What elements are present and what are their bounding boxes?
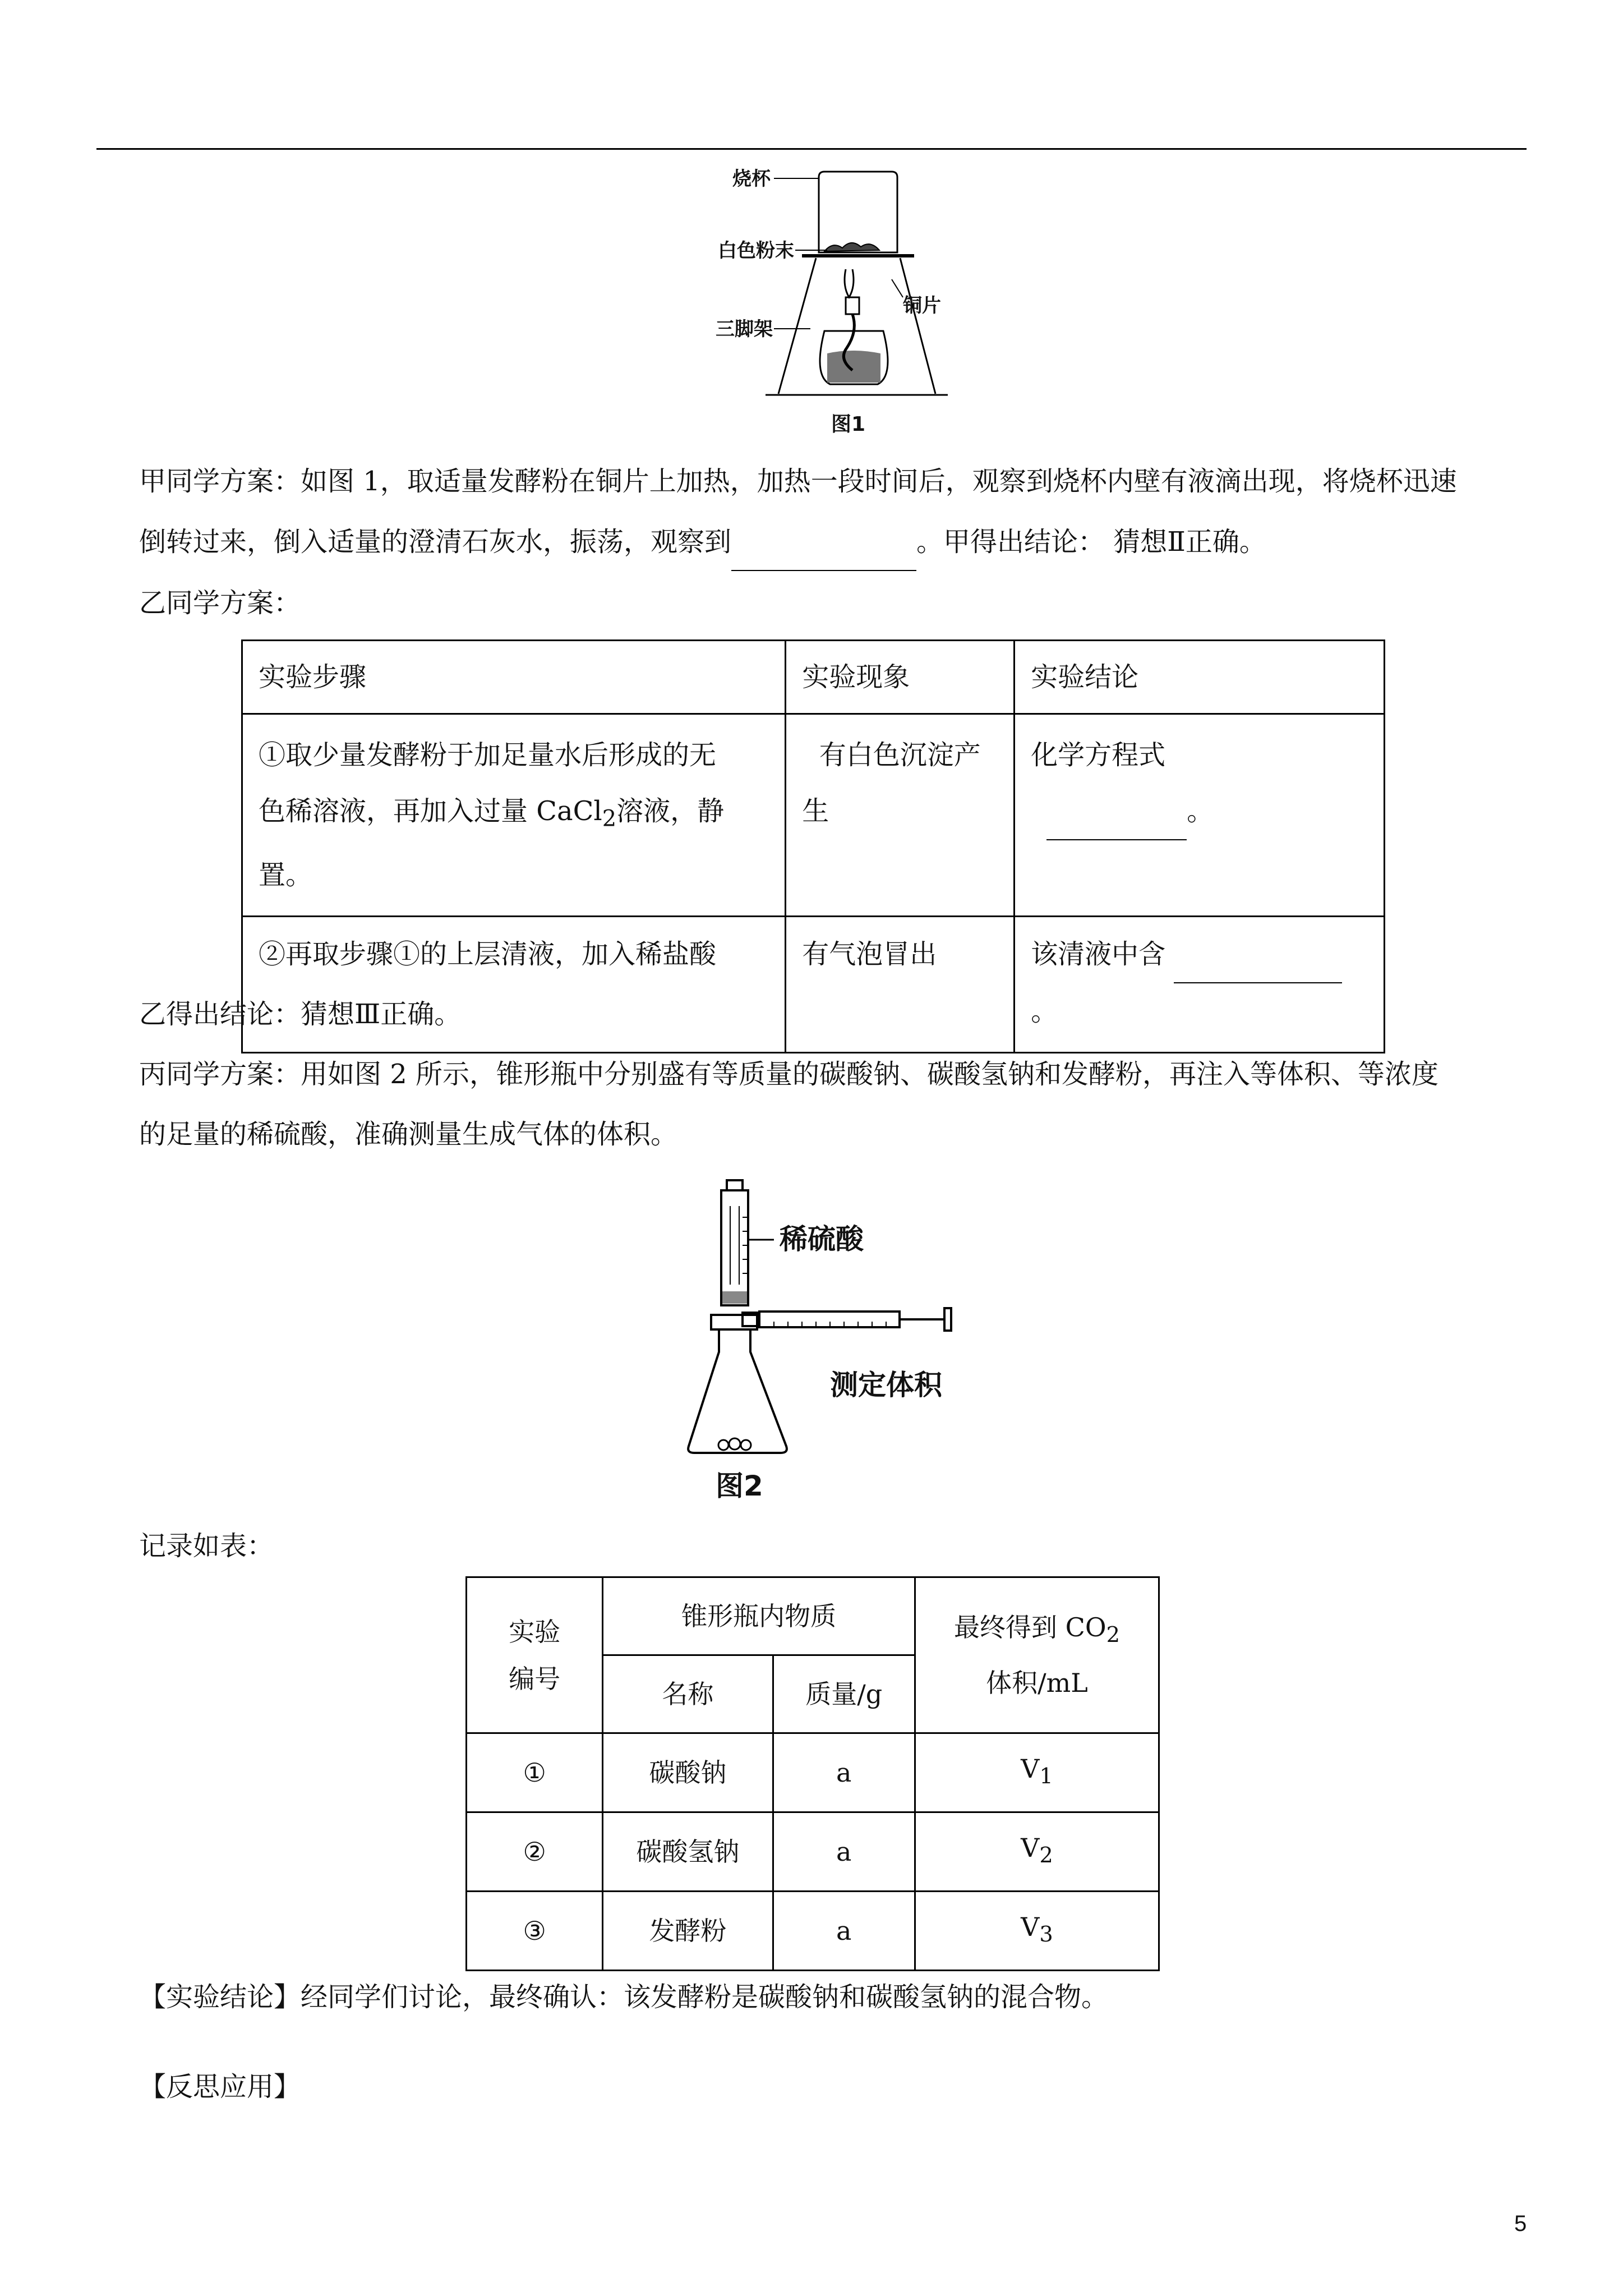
figure-1-caption: 图1 bbox=[831, 413, 866, 436]
substance-name-cell: 碳酸钠 bbox=[603, 1733, 773, 1812]
header-exp-id-line-a: 实验 bbox=[509, 1616, 561, 1647]
table-row bbox=[467, 1733, 1159, 1812]
header-volume bbox=[915, 1577, 1159, 1733]
exp-id-cell: ③ bbox=[467, 1892, 603, 1971]
conclusion-1-period: 。 bbox=[1187, 795, 1214, 827]
phenomenon-1-cell bbox=[786, 714, 1015, 917]
para-jia-line-2-a: 倒转过来，倒入适量的澄清石灰水，振荡，观察到 bbox=[139, 526, 732, 558]
phenomenon-1-line-b: 生 bbox=[802, 795, 829, 827]
table-row bbox=[467, 1892, 1159, 1971]
cacl2-subscript: 2 bbox=[602, 806, 617, 832]
copper-label: 铜片 bbox=[903, 295, 941, 317]
header-volume-line-a bbox=[921, 1604, 1152, 1659]
volume-symbol: V bbox=[1021, 1832, 1040, 1863]
step-1-cell bbox=[242, 714, 786, 917]
volume-cell bbox=[915, 1812, 1159, 1892]
step-1-line-b bbox=[259, 783, 769, 903]
table-row bbox=[242, 714, 1385, 917]
para-jia-line-2 bbox=[139, 514, 1530, 571]
para-reflect: 【反思应用】 bbox=[139, 2071, 301, 2102]
header-volume-text: 最终得到 CO bbox=[954, 1612, 1106, 1643]
answer-blank-equation[interactable] bbox=[1046, 783, 1187, 840]
acid-liquid bbox=[722, 1291, 747, 1304]
mass-cell: a bbox=[773, 1733, 915, 1812]
page-number: 5 bbox=[1514, 2211, 1527, 2236]
table-row bbox=[467, 1812, 1159, 1892]
results-table bbox=[465, 1576, 1160, 1971]
para-yi: 乙同学方案： bbox=[139, 587, 301, 619]
volume-symbol: V bbox=[1021, 1911, 1040, 1942]
figure-2 bbox=[684, 1172, 998, 1509]
tripod-label: 三脚架 bbox=[716, 318, 773, 341]
figure-2-caption: 图2 bbox=[716, 1470, 763, 1502]
conclusion-2-text: 该清液中含 bbox=[1031, 938, 1174, 970]
conclusion-1-cell bbox=[1015, 714, 1385, 917]
step-2-cell: ②再取步骤①的上层清液，加入稀盐酸 bbox=[242, 916, 786, 1052]
substance-name-cell: 碳酸氢钠 bbox=[603, 1812, 773, 1892]
header-exp-id-line-b: 编号 bbox=[509, 1663, 561, 1694]
header-substance: 锥形瓶内物质 bbox=[603, 1577, 915, 1655]
beaker-label: 烧杯 bbox=[732, 168, 771, 190]
volume-subscript: 2 bbox=[1039, 1843, 1053, 1869]
para-record: 记录如表： bbox=[139, 1530, 274, 1562]
table-header-row bbox=[242, 641, 1385, 714]
header-rule bbox=[96, 148, 1527, 150]
header-phenomenon: 实验现象 bbox=[786, 641, 1015, 714]
volume-cell bbox=[915, 1733, 1159, 1812]
acid-label: 稀硫酸 bbox=[780, 1223, 864, 1255]
phenomenon-1-line-a: 有白色沉淀产 bbox=[802, 739, 981, 771]
mass-cell: a bbox=[773, 1812, 915, 1892]
para-yi-conclusion: 乙得出结论：猜想Ⅲ正确。 bbox=[139, 999, 462, 1030]
para-conclusion: 【实验结论】经同学们讨论，最终确认：该发酵粉是碳酸钠和碳酸氢钠的混合物。 bbox=[139, 1981, 1109, 2013]
volume-cell bbox=[915, 1892, 1159, 1971]
burner-drawing bbox=[820, 269, 888, 384]
dropping-funnel-drawing bbox=[721, 1180, 748, 1305]
conclusion-1-line-a: 化学方程式 bbox=[1031, 739, 1166, 771]
table-header-row bbox=[467, 1577, 1159, 1655]
mass-cell: a bbox=[773, 1892, 915, 1971]
conclusion-2-period: 。 bbox=[1031, 995, 1058, 1027]
para-bing-line-1: 丙同学方案：用如图 2 所示，锥形瓶中分别盛有等质量的碳酸钠、碳酸氢钠和发酵粉，再注入等体积、等浓度 bbox=[139, 1059, 1439, 1090]
powder-label: 白色粉末 bbox=[718, 240, 794, 262]
volume-subscript: 1 bbox=[1039, 1764, 1053, 1789]
header-step: 实验步骤 bbox=[242, 641, 786, 714]
exp-id-cell: ① bbox=[467, 1733, 603, 1812]
step-1-line-a: ①取少量发酵粉于加足量水后形成的无 bbox=[259, 739, 717, 771]
answer-blank-contains[interactable] bbox=[1174, 926, 1342, 983]
substance-name-cell: 发酵粉 bbox=[603, 1892, 773, 1971]
co2-subscript: 2 bbox=[1106, 1622, 1120, 1648]
erlenmeyer-flask-drawing bbox=[688, 1315, 787, 1453]
measure-label: 测定体积 bbox=[830, 1369, 942, 1401]
beaker-drawing bbox=[819, 172, 897, 252]
step-1-text: 色稀溶液，再加入过量 CaCl bbox=[259, 795, 602, 827]
powder-drawing bbox=[824, 243, 879, 251]
exp-id-cell: ② bbox=[467, 1812, 603, 1892]
header-volume-line-b: 体积/mL bbox=[986, 1667, 1088, 1698]
phenomenon-2-cell: 有气泡冒出 bbox=[786, 916, 1015, 1052]
conclusion-1-line-b bbox=[1031, 783, 1368, 840]
answer-blank-1[interactable] bbox=[731, 514, 916, 571]
volume-subscript: 3 bbox=[1039, 1922, 1053, 1948]
header-conclusion: 实验结论 bbox=[1015, 641, 1385, 714]
figure-1 bbox=[712, 163, 970, 449]
step-1-text-end: 溶液，静置。 bbox=[259, 795, 725, 891]
header-exp-id bbox=[467, 1577, 603, 1733]
subheader-mass: 质量/g bbox=[773, 1655, 915, 1733]
para-bing-line-2: 的足量的稀硫酸，准确测量生成气体的体积。 bbox=[139, 1119, 678, 1150]
solid-sample-drawing bbox=[718, 1438, 751, 1450]
subheader-name: 名称 bbox=[603, 1655, 773, 1733]
para-jia-line-1: 甲同学方案：如图 1，取适量发酵粉在铜片上加热，加热一段时间后，观察到烧杯内壁有液滴出现，将烧杯迅速 bbox=[139, 466, 1457, 497]
volume-symbol: V bbox=[1021, 1753, 1040, 1784]
para-jia-line-2-b: 。甲得出结论： 猜想Ⅱ正确。 bbox=[916, 526, 1266, 558]
